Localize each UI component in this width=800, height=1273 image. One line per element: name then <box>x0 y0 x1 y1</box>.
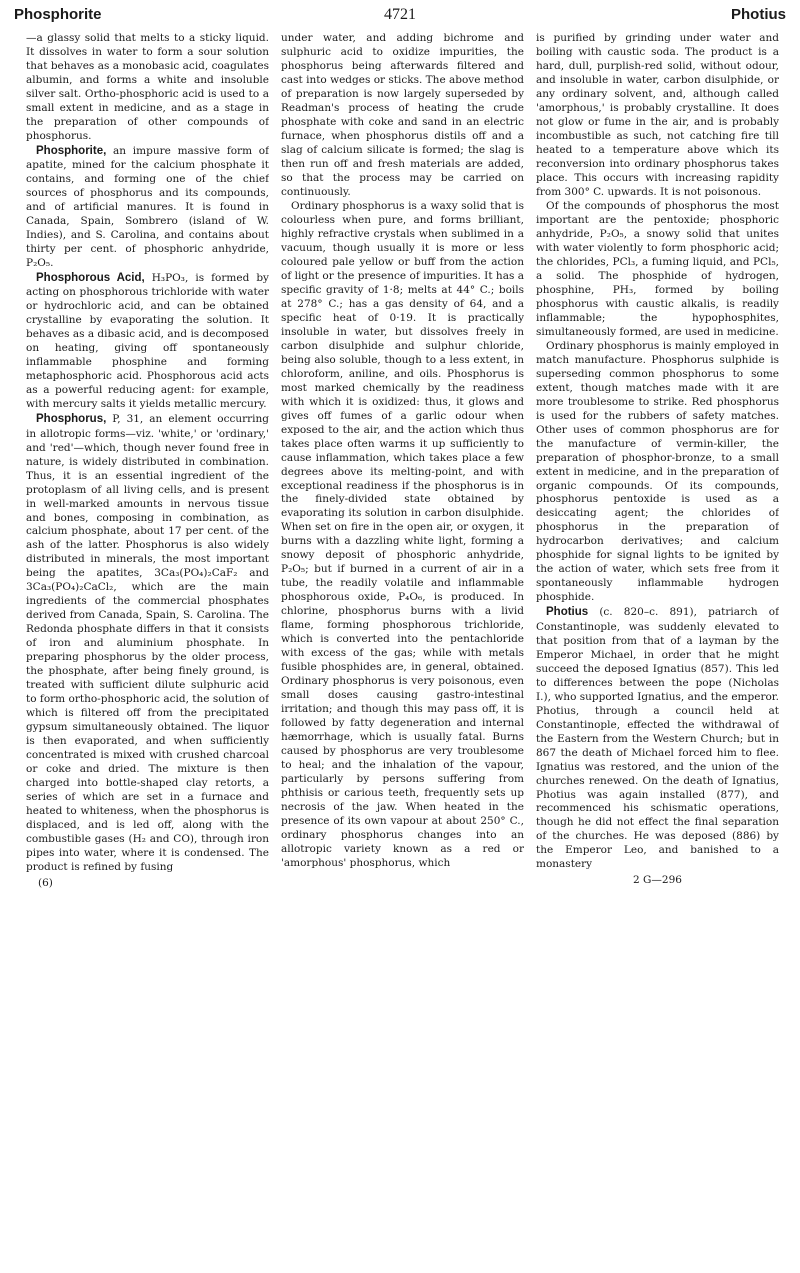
running-head-left: Phosphorite <box>14 6 102 23</box>
headword: Phosphorous Acid, <box>36 272 145 285</box>
page-header <box>14 6 786 30</box>
entry-phosphorous-acid: Phosphorous Acid, H₃PO₃, is formed by acting on phosphorous trichloride with water or hydrochloric acid, and can be obtained crystalline by evaporating the solution. It behaves as a dibasic acid, and is decomposed on heating, giving off spontaneously inflammable phosphine and forming metaphosphoric acid. Phosphorous acid acts as a powerful reducing agent: for example, with mercury salts it yields metallic mercury. <box>26 272 269 411</box>
page-number: 4721 <box>384 6 416 23</box>
paragraph: Of the compounds of phosphorus the most important are the pentoxide; phosphoric anhydride, P₂O₅, a snowy solid that unites with water violently to form phosphoric acid; the chlorides, PCl₃, a fuming liquid, and PCl₅, a solid. The phosphide of hydrogen, phosphine, PH₃, formed by boiling phosphorus with caustic alkalis, is readily inflammable; the hypophosphites, simultaneously formed, are used in medicine. <box>536 199 779 338</box>
running-head-right: Photius <box>731 6 786 23</box>
paragraph: Ordinary phosphorus is a waxy solid that is colourless when pure, and forms brilliant, highly refractive crystals when sublimed in a vacuum, though usually it is more or less coloured pale yellow or buff from the action of light or the presence of impurities. It has a specific gravity of 1·8; melts at 44° C.; boils at 278° C.; has a gas density of 64, and a specific heat of 0·19. It is practically insoluble in water, but dissolves freely in carbon disulphide and sulphur chloride, being also soluble, though to a less extent, in chloroform, aniline, and oils. Phosphorus is most marked chemically by the readiness with which it is oxidized: thus, it glows and gives off fumes of a garlic odour when exposed to the air, and the action which thus takes place often warms it up sufficiently to cause inflammation, which takes place a few degrees above its melting-point, and with exceptional readiness if the phosphorus is in the finely-divided state obtained by evaporating its solution in carbon disulphide. When set on fire in the open air, or oxygen, it burns with a dazzling white light, forming a snowy deposit of phosphoric anhydride, P₂O₅; but if burned in a current of air in a tube, the readily volatile and inflammable phosphorous oxide, P₄O₆, is produced. In chlorine, phosphorus burns with a livid flame, forming phosphorous trichloride, which is converted into the pentachloride with excess of the gas; while with metals fusible phosphides are, in general, obtained. Ordinary phosphorus is very poisonous, even small doses causing gastro-intestinal irritation; and though this may pass off, it is followed by fatty degeneration and internal hæmorrhage, which is usually fatal. Burns caused by phosphorus are very troublesome to heal; and the inhalation of the vapour, particularly by persons suffering from phthisis or carious teeth, frequently sets up necrosis of the jaw. When heated in the presence of its own vapour at about 250° C., ordinary phosphorus changes into an allotropic variety known as a red or 'amorphous' phosphorus, which <box>281 199 524 870</box>
signature-mark: (6) <box>38 877 53 890</box>
signature-mark: 2 G—296 <box>633 874 682 887</box>
paragraph: —a glassy solid that melts to a sticky liquid. It dissolves in water to form a sour solution that behaves as a monobasic acid, coagulates albumin, and forms a white and insoluble silver salt. Ortho-phosphoric acid is used to a small extent in medicine, and as a stage in the preparation of other compounds of phosphorus. <box>26 32 269 142</box>
column-3 <box>536 32 779 1264</box>
headword: Phosphorite, <box>36 144 107 157</box>
headword: Photius <box>546 606 589 619</box>
paragraph: Ordinary phosphorus is mainly employed in match manufacture. Phosphorus sulphide is superseding common phosphorus to some extent, though matches made with it are more troublesome to strike. Red phosphorus is used for the rubbers of safety matches. Other uses of common phosphorus are for the manufacture of vermin-killer, the preparation of phosphor-bronze, to a small extent in medicine, and in the preparation of organic compounds. Of its compounds, phosphorus pentoxide is used as a desiccating agent; the chlorides of phosphorus in the preparation of hydrocarbon derivatives; and calcium phosphide for signal lights to be ignited by the action of water, which sets free from it spontaneously inflammable hydrogen phosphide. <box>536 339 779 604</box>
entry-phosphorite: Phosphorite, an impure massive form of apatite, mined for the calcium phosphate it contains, and forming one of the chief sources of phosphorus and its compounds, and of artificial manures. It is found in Canada, Spain, Sombrero (island of W. Indies), and S. Carolina, and contains about thirty per cent. of phosphoric anhydride, P₂O₅. <box>26 144 269 270</box>
entry-photius: Photius (c. 820–c. 891), patriarch of Constantinople, was suddenly elevated to that position from that of a layman by the Emperor Michael, in order that he might succeed the deposed Ignatius (857). This led to differences between the pope (Nicholas I.), who supported Ignatius, and the emperor. Photius, through a council held at Constantinople, effected the withdrawal of the Eastern from the Western Church; but in 867 the death of Michael forced him to flee. Ignatius was restored, and the union of the churches renewed. On the death of Ignatius, Photius was again installed (877), and recommenced his schismatic operations, though he did not effect the final separation of the churches. He was deposed (886) by the Emperor Leo, and banished to a monastery <box>536 606 779 871</box>
column-1 <box>26 32 269 1264</box>
paragraph: under water, and adding bichrome and sulphuric acid to oxidize impurities, the phosphorus being afterwards filtered and cast into wedges or sticks. The above method of preparation is now largely superseded by Readman's process of heating the crude phosphate with coke and sand in an electric furnace, when phosphorus distils off and a slag of calcium silicate is formed; the slag is then run off and fresh materials are added, so that the process may be carried on continuously. <box>281 32 524 198</box>
headword: Phosphorus, <box>36 413 107 426</box>
entry-phosphorus: Phosphorus, P, 31, an element occurring in allotropic forms—viz. 'white,' or 'ordinary,' and 'red'—which, though never found free in nature, is widely distributed in combination. Thus, it is an essential ingredient of the protoplasm of all living cells, and is present in well-marked amounts in nervous tissue and bones, composing in combination, as calcium phosphate, about 17 per cent. of the ash of the latter. Phosphorus is also widely distributed in minerals, the most important being the apatites, 3Ca₃(PO₄)₂CaF₂ and 3Ca₃(PO₄)₂CaCl₂, which are the main ingredients of the commercial phosphates derived from Canada, Spain, S. Carolina. The Redonda phosphate differs in that it consists of iron and aluminium phosphate. In preparing phosphorus by the older process, the phosphate, after being finely ground, is treated with sufficient dilute sulphuric acid to form ortho-phosphoric acid, the solution of which is filtered off from the precipitated gypsum simultaneously obtained. The liquor is then evaporated, and when sufficiently concentrated is mixed with crushed charcoal or coke and dried. The mixture is then charged into bottle-shaped clay retorts, a series of which are set in a furnace and heated to whiteness, when the phosphorus is displaced, and is led off, along with the combustible gases (H₂ and CO), through iron pipes into water, where it is condensed. The product is refined by fusing <box>26 413 269 874</box>
column-2 <box>281 32 524 1264</box>
paragraph: is purified by grinding under water and boiling with caustic soda. The product is a hard, dull, purplish-red solid, without odour, and insoluble in water, carbon disulphide, or any ordinary solvent, and, although called 'amorphous,' is probably crystalline. It does not glow or fume in the air, and is probably incombustible as such, not catching fire till heated to a temperature above which its reconversion into ordinary phosphorus takes place. This occurs with increasing rapidity from 300° C. upwards. It is not poisonous. <box>536 32 779 198</box>
